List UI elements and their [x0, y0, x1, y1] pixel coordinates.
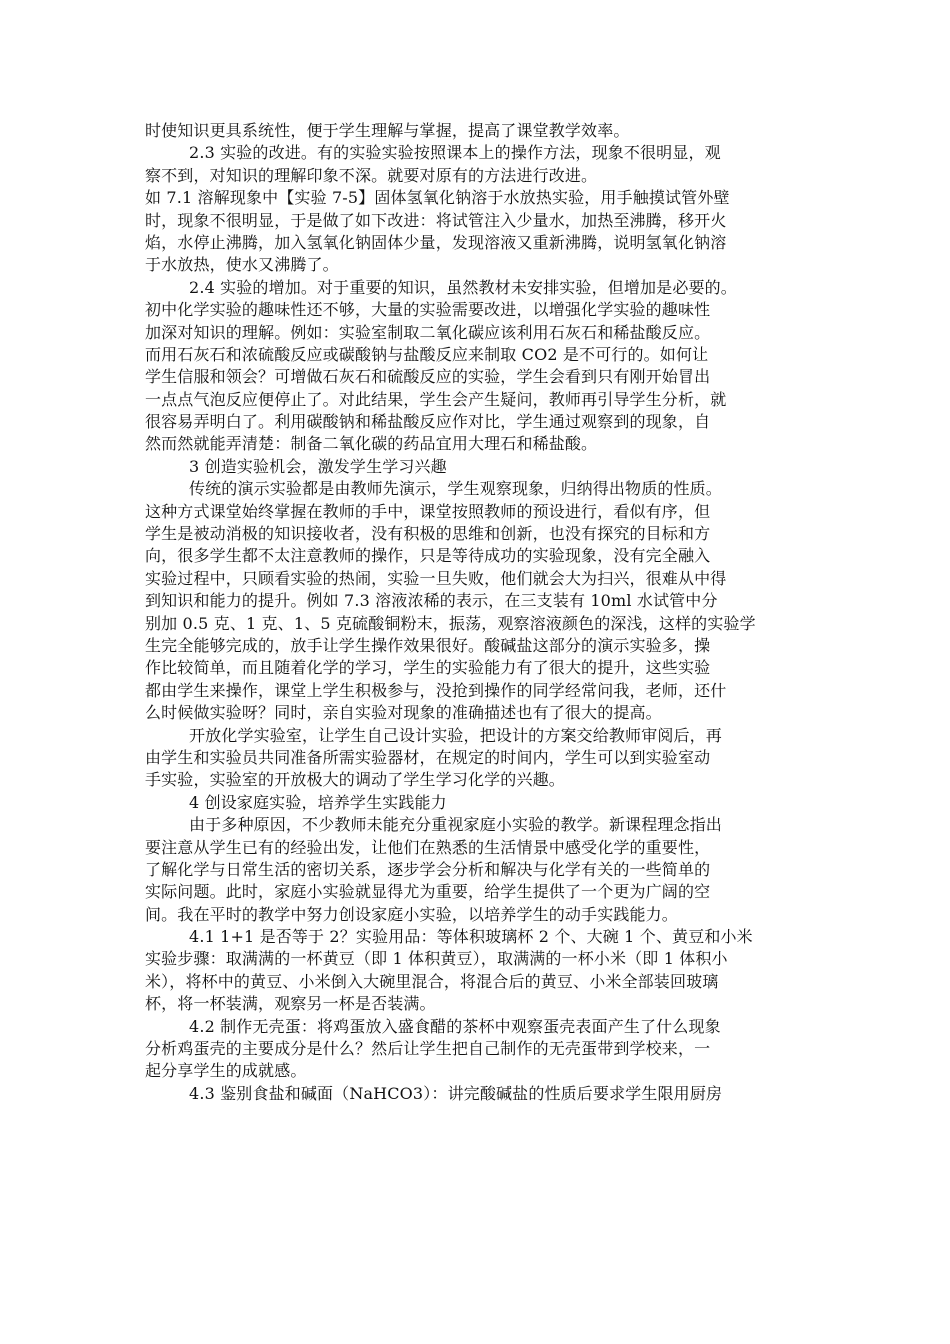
text-line: 作比较简单，而且随着化学的学习，学生的实验能力有了很大的提升，这些实验 [145, 658, 711, 678]
text-line: 起分享学生的成就感。 [145, 1061, 307, 1081]
text-line: 由学生和实验员共同准备所需实验器材，在规定的时间内，学生可以到实验室动 [145, 747, 711, 767]
text-line: 如 7.1 溶解现象中【实验 7-5】固体氢氧化钠溶于水放热实验，用手触摸试管外壁 [145, 188, 730, 208]
text-line: 传统的演示实验都是由教师先演示，学生观察现象，归纳得出物质的性质。 [189, 479, 722, 499]
text-line: 而用石灰石和浓硫酸反应或碳酸钠与盐酸反应来制取 CO2 是不可行的。如何让 [145, 344, 709, 364]
text-line: 分析鸡蛋壳的主要成分是什么？然后让学生把自己制作的无壳蛋带到学校来，一 [145, 1039, 711, 1059]
text-line: 于水放热，使水又沸腾了。 [145, 255, 339, 275]
text-line: 初中化学实验的趣味性还不够，大量的实验需要改进，以增强化学实验的趣味性 [145, 300, 711, 320]
document-body [145, 120, 810, 1105]
text-line: 3 创造实验机会，激发学生学习兴趣 [189, 456, 447, 476]
text-line: 开放化学实验室，让学生自己设计实验，把设计的方案交给教师审阅后，再 [189, 725, 722, 745]
text-line: 这种方式课堂始终掌握在教师的手中，课堂按照教师的预设进行，看似有序，但 [145, 501, 711, 521]
text-line: 么时候做实验呀？同时，亲自实验对现象的准确描述也有了很大的提高。 [145, 703, 662, 723]
text-line: 时，现象不很明显，于是做了如下改进：将试管注入少量水，加热至沸腾，移开火 [145, 210, 727, 230]
text-line: 然而然就能弄清楚：制备二氧化碳的药品宜用大理石和稀盐酸。 [145, 434, 598, 454]
text-line: 很容易弄明白了。利用碳酸钠和稀盐酸反应作对比，学生通过观察到的现象，自 [145, 412, 711, 432]
text-line: 米），将杯中的黄豆、小米倒入大碗里混合，将混合后的黄豆、小米全部装回玻璃 [145, 971, 719, 991]
text-line: 4.1 1+1 是否等于 2？实验用品：等体积玻璃杯 2 个、大碗 1 个、黄豆和小米 [189, 927, 753, 947]
text-line: 察不到，对知识的理解印象不深。就要对原有的方法进行改进。 [145, 165, 598, 185]
text-line: 了解化学与日常生活的密切关系，逐步学会分析和解决与化学有关的一些简单的 [145, 859, 711, 879]
text-line: 2.3 实验的改进。有的实验实验按照课本上的操作方法，现象不很明显，观 [189, 143, 721, 163]
text-line: 4.3 鉴别食盐和碱面（NaHCO3）：讲完酸碱盐的性质后要求学生限用厨房 [189, 1083, 723, 1103]
text-line: 实验过程中，只顾看实验的热闹，实验一旦失败，他们就会大为扫兴，很难从中得 [145, 568, 727, 588]
text-line: 到知识和能力的提升。例如 7.3 溶液浓稀的表示，在三支装有 10ml 水试管中分 [145, 591, 718, 611]
text-line: 间。我在平时的教学中努力创设家庭小实验，以培养学生的动手实践能力。 [145, 904, 678, 924]
text-line: 向，很多学生都不太注意教师的操作，只是等待成功的实验现象，没有完全融入 [145, 546, 711, 566]
text-line: 都由学生来操作，课堂上学生积极参与，没抢到操作的同学经常问我，老师，还什 [145, 680, 727, 700]
text-line: 学生是被动消极的知识接收者，没有积极的思维和创新，也没有探究的目标和方 [145, 524, 711, 544]
text-line: 焰，水停止沸腾，加入氢氧化钠固体少量，发现溶液又重新沸腾，说明氢氧化钠溶 [145, 232, 727, 252]
text-line: 生完全能够完成的，放手让学生操作效果很好。酸碱盐这部分的演示实验多，操 [145, 635, 711, 655]
text-line: 实验步骤：取满满的一杯黄豆（即 1 体积黄豆），取满满的一杯小米（即 1 体积小 [145, 949, 728, 969]
text-line: 4 创设家庭实验，培养学生实践能力 [189, 792, 447, 812]
text-line: 实际问题。此时，家庭小实验就显得尤为重要，给学生提供了一个更为广阔的空 [145, 882, 711, 902]
text-line: 学生信服和领会？可增做石灰石和硫酸反应的实验，学生会看到只有刚开始冒出 [145, 367, 711, 387]
text-line: 2.4 实验的增加。对于重要的知识，虽然教材未安排实验，但增加是必要的。 [189, 277, 737, 297]
text-line: 别加 0.5 克、1 克、1、5 克硫酸铜粉末，振荡，观察溶液颜色的深浅，这样的实验学 [145, 613, 756, 633]
text-line: 4.2 制作无壳蛋：将鸡蛋放入盛食醋的茶杯中观察蛋壳表面产生了什么现象 [189, 1016, 721, 1036]
text-line: 手实验，实验室的开放极大的调动了学生学习化学的兴趣。 [145, 770, 565, 790]
text-line: 由于多种原因，不少教师未能充分重视家庭小实验的教学。新课程理念指出 [189, 815, 722, 835]
text-line: 要注意从学生已有的经验出发，让他们在熟悉的生活情景中感受化学的重要性， [145, 837, 711, 857]
text-line: 一点点气泡反应便停止了。对此结果，学生会产生疑问，教师再引导学生分析，就 [145, 389, 727, 409]
text-line: 时使知识更具系统性，便于学生理解与掌握，提高了课堂教学效率。 [145, 121, 630, 140]
text-line: 杯，将一杯装满，观察另一杯是否装满。 [145, 994, 436, 1014]
text-line: 加深对知识的理解。例如：实验室制取二氧化碳应该利用石灰石和稀盐酸反应。 [145, 322, 711, 342]
